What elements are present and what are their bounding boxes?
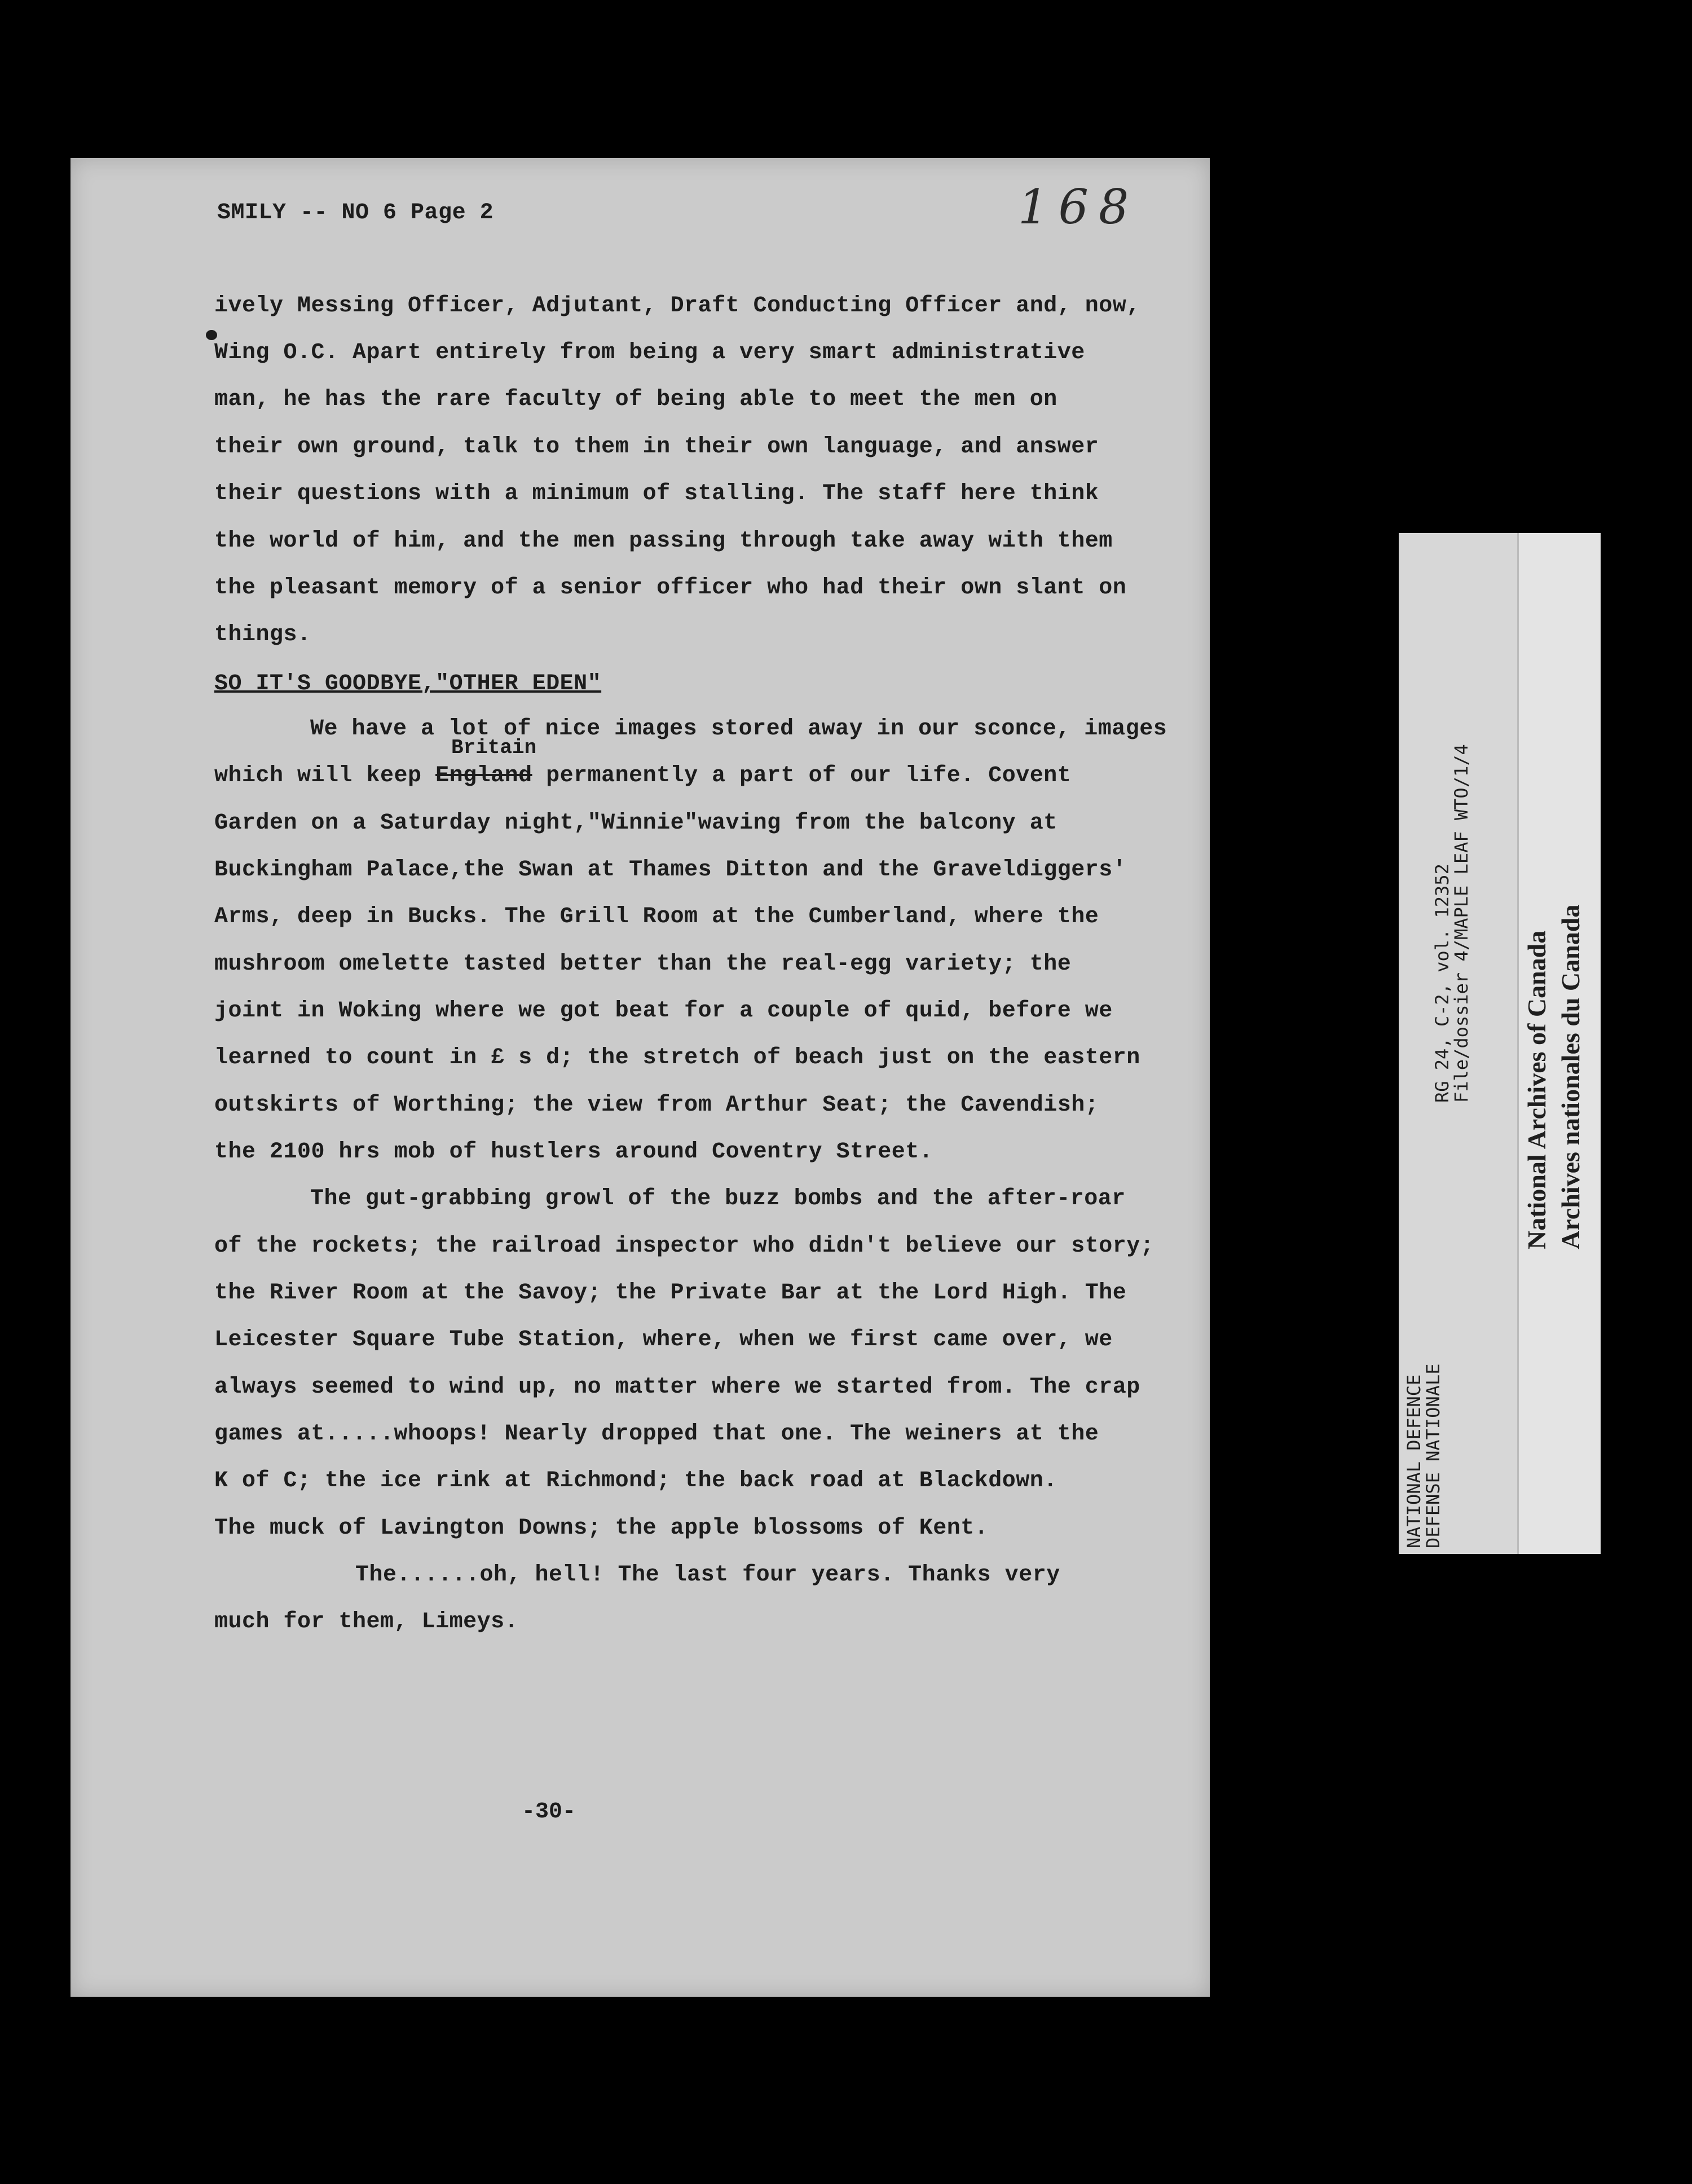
- text-line: The muck of Lavington Downs; the apple blossoms of Kent.: [214, 1516, 989, 1541]
- stamp-archives-en: National Archives of Canada: [1522, 930, 1551, 1249]
- text-line: K of C; the ice rink at Richmond; the back road at Blackdown.: [214, 1468, 1058, 1494]
- text-line: The gut-grabbing growl of the buzz bombs and the after-roar: [310, 1186, 1126, 1212]
- stamp-archives-label: [1520, 826, 1588, 1249]
- stamp-reference-line1: RG 24, C-2, vol. 12352: [1431, 864, 1453, 1103]
- stamp-defence-label: [1404, 1210, 1443, 1548]
- section-heading: SO IT'S GOODBYE,"OTHER EDEN": [214, 671, 602, 697]
- page-footer-number: -30-: [522, 1799, 576, 1825]
- handwritten-insertion: Britain: [451, 736, 537, 759]
- stamp-reference-line2: File/dossier 4/MAPLE LEAF WTO/1/4: [1451, 744, 1472, 1103]
- text-line: games at.....whoops! Nearly dropped that one. The weiners at the: [214, 1421, 1099, 1447]
- text-line: man, he has the rare faculty of being able to meet the men on: [214, 387, 1058, 412]
- stamp-defence-en: NATIONAL DEFENCE: [1403, 1374, 1425, 1548]
- text-line: [214, 763, 1071, 789]
- text-line: The......oh, hell! The last four years. Thanks very: [355, 1562, 1060, 1588]
- text-line: Garden on a Saturday night,"Winnie"waving from the balcony at: [214, 811, 1058, 836]
- text-line: always seemed to wind up, no matter where we started from. The crap: [214, 1375, 1140, 1400]
- text-fragment: permanently a part of our life. Covent: [532, 763, 1072, 789]
- text-line: Arms, deep in Bucks. The Grill Room at the Cumberland, where the: [214, 904, 1099, 930]
- text-line: the River Room at the Savoy; the Private Bar at the Lord High. The: [214, 1280, 1127, 1306]
- text-line: their own ground, talk to them in their own language, and answer: [214, 434, 1099, 460]
- stamp-defence-fr: DEFENSE NATIONALE: [1422, 1363, 1444, 1548]
- text-line: things.: [214, 622, 311, 648]
- stamp-reference: [1433, 533, 1471, 1103]
- stamp-archives-fr: Archives nationales du Canada: [1556, 904, 1585, 1249]
- handwritten-page-number: 168: [1018, 179, 1139, 235]
- text-line: learned to count in £ s d; the stretch of beach just on the eastern: [214, 1045, 1140, 1071]
- document-page: [70, 158, 1210, 1997]
- text-line: Leicester Square Tube Station, where, when we first came over, we: [214, 1327, 1113, 1353]
- text-line: Buckingham Palace,the Swan at Thames Ditton and the Graveldiggers': [214, 857, 1127, 883]
- archive-stamp: [1399, 533, 1599, 1554]
- text-line: much for them, Limeys.: [214, 1609, 519, 1635]
- ink-spot: [206, 330, 217, 340]
- text-line: Wing O.C. Apart entirely from being a very smart administrative: [214, 340, 1085, 366]
- text-line: the 2100 hrs mob of hustlers around Coventry Street.: [214, 1139, 933, 1165]
- page-header: SMILY -- NO 6 Page 2: [217, 200, 494, 226]
- text-line: mushroom omelette tasted better than the real-egg variety; the: [214, 952, 1072, 977]
- text-line: their questions with a minimum of stalling. The staff here think: [214, 481, 1099, 507]
- text-line: the world of him, and the men passing through take away with them: [214, 529, 1113, 554]
- text-line: We have a lot of nice images stored away in our sconce, images: [310, 716, 1167, 742]
- text-line: ively Messing Officer, Adjutant, Draft Conducting Officer and, now,: [214, 293, 1140, 319]
- text-line: outskirts of Worthing; the view from Arthur Seat; the Cavendish;: [214, 1093, 1099, 1118]
- text-line: joint in Woking where we got beat for a couple of quid, before we: [214, 998, 1113, 1024]
- struck-word: England: [435, 763, 532, 789]
- text-line: of the rockets; the railroad inspector who didn't believe our story;: [214, 1234, 1155, 1259]
- text-line: the pleasant memory of a senior officer who had their own slant on: [214, 575, 1127, 601]
- text-fragment: which will keep: [214, 763, 436, 789]
